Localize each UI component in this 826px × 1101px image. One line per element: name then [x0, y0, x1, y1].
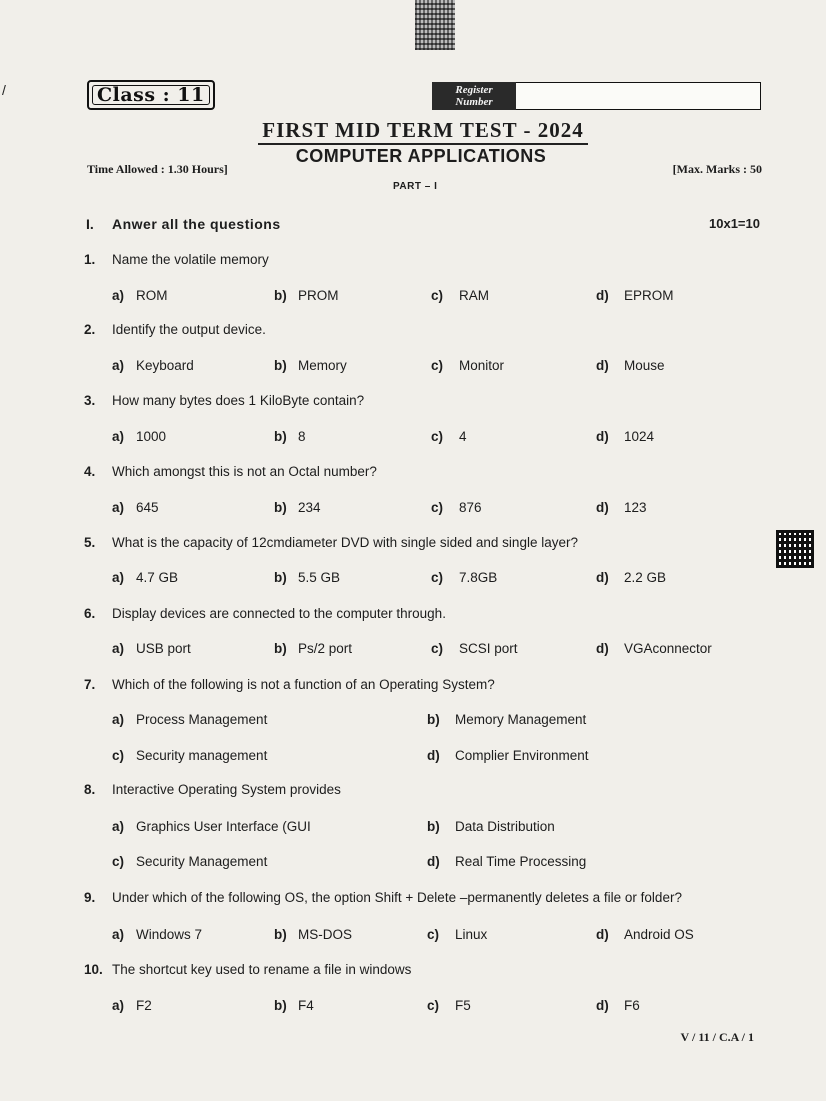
register-number-label: Register Number	[432, 82, 516, 110]
question-text: Under which of the following OS, the option Shift + Delete –permanently deletes a file or folder?	[112, 890, 682, 905]
question-text: Which of the following is not a function of an Operating System?	[112, 677, 495, 692]
option: c) Monitor	[431, 358, 505, 373]
qr-code-top	[415, 0, 455, 50]
question-text: What is the capacity of 12cmdiameter DVD with single sided and single layer?	[112, 535, 578, 550]
option: c) Security management	[112, 748, 268, 763]
subject-title: COMPUTER APPLICATIONS	[295, 146, 547, 166]
class-label: Class : 11	[97, 84, 205, 106]
question-number: 3.	[84, 393, 96, 408]
question-text: Which amongst this is not an Octal number?	[112, 464, 377, 479]
option: b) F4	[274, 998, 314, 1013]
option: a) ROM	[112, 288, 168, 303]
option: a) Windows 7	[112, 927, 203, 942]
question-text: The shortcut key used to rename a file in windows	[112, 962, 412, 977]
option: c) RAM	[431, 288, 489, 303]
option: d) Android OS	[596, 927, 694, 942]
question-text: Identify the output device.	[112, 322, 266, 337]
question-number: 6.	[84, 606, 96, 621]
question-number: 4.	[84, 464, 96, 479]
question-number: 5.	[84, 535, 96, 550]
option: b) MS-DOS	[274, 927, 352, 942]
register-number-field[interactable]	[516, 82, 761, 110]
question-text: How many bytes does 1 KiloByte contain?	[112, 393, 365, 408]
part-heading: PART – I	[393, 181, 438, 192]
option: d) 123	[596, 500, 647, 515]
question-number: 1.	[84, 252, 96, 267]
option: b) PROM	[274, 288, 339, 303]
class-label-box	[87, 80, 215, 110]
option: d) Real Time Processing	[427, 854, 587, 869]
option: b) 8	[274, 429, 306, 444]
option: d) Mouse	[596, 358, 665, 373]
option: a) Process Management	[112, 712, 268, 727]
page-code: V / 11 / C.A / 1	[680, 1030, 754, 1044]
option: b) Ps/2 port	[274, 641, 353, 656]
option: a) 1000	[112, 429, 167, 444]
question-number: 8.	[84, 782, 96, 797]
option: a) USB port	[112, 641, 191, 656]
section-marks: 10x1=10	[709, 216, 760, 231]
question-number: 2.	[84, 322, 96, 337]
question-text: Display devices are connected to the computer through.	[112, 606, 446, 621]
section-instruction: Anwer all the questions	[112, 216, 281, 232]
option: d) 1024	[596, 429, 655, 444]
option: c) 4	[431, 429, 467, 444]
question-text: Interactive Operating System provides	[112, 782, 341, 797]
option: a) Graphics User Interface (GUI	[112, 819, 311, 834]
option: d) EPROM	[596, 288, 674, 303]
option: c) Linux	[427, 927, 488, 942]
question-number: 7.	[84, 677, 96, 692]
section-number: I.	[86, 216, 94, 232]
option: c) 7.8GB	[431, 570, 498, 585]
option: b) 234	[274, 500, 321, 515]
exam-title: FIRST MID TERM TEST - 2024	[0, 118, 826, 143]
option: a) F2	[112, 998, 152, 1013]
option: b) Memory Management	[427, 712, 587, 727]
question-number: 10.	[84, 962, 103, 977]
option: c) Security Management	[112, 854, 268, 869]
option: b) Memory	[274, 358, 347, 373]
option: c) 876	[431, 500, 482, 515]
option: d) F6	[596, 998, 640, 1013]
option: b) 5.5 GB	[274, 570, 341, 585]
option: a) Keyboard	[112, 358, 194, 373]
option: d) 2.2 GB	[596, 570, 667, 585]
option: d) VGAconnector	[596, 641, 712, 656]
option: c) F5	[427, 998, 471, 1013]
option: d) Complier Environment	[427, 748, 589, 763]
option: b) Data Distribution	[427, 819, 555, 834]
time-allowed: Time Allowed : 1.30 Hours]	[87, 162, 228, 176]
max-marks: [Max. Marks : 50	[672, 162, 762, 176]
option: a) 645	[112, 500, 159, 515]
margin-mark: /	[2, 82, 6, 98]
option: a) 4.7 GB	[112, 570, 179, 585]
question-text: Name the volatile memory	[112, 252, 269, 267]
qr-code-side	[776, 530, 814, 568]
option: c) SCSI port	[431, 641, 518, 656]
question-number: 9.	[84, 890, 96, 905]
